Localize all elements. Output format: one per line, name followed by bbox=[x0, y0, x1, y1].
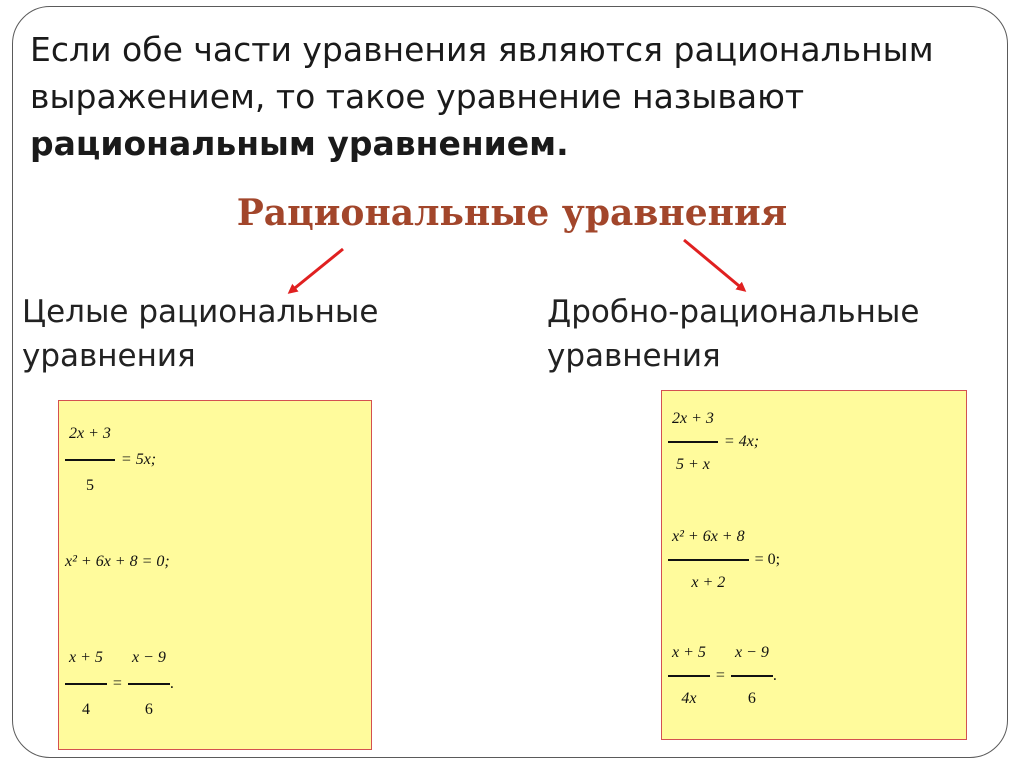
numerator: 2x + 3 bbox=[672, 410, 714, 427]
category-fractional-line-2: уравнения bbox=[547, 338, 721, 374]
denominator: 5 bbox=[85, 477, 94, 494]
whole-equation-3 bbox=[65, 633, 174, 735]
definition-line-1: Если обе части уравнения являются рациональным bbox=[30, 30, 934, 69]
right-hand-side: = 5x; bbox=[120, 451, 157, 468]
fractional-equations-box bbox=[661, 390, 967, 740]
whole-equation-1 bbox=[65, 409, 162, 511]
fraction bbox=[668, 515, 749, 605]
right-hand-side: = 4x; bbox=[723, 433, 760, 450]
page-title: Рациональные уравнения bbox=[236, 192, 788, 234]
denominator: 6 bbox=[747, 690, 756, 707]
fraction-right bbox=[731, 631, 773, 721]
fraction-left bbox=[65, 633, 107, 735]
numerator: x − 9 bbox=[734, 644, 769, 661]
whole-equation-2 bbox=[65, 553, 170, 571]
definition-line-2: выражением, то такое уравнение называют bbox=[30, 77, 805, 116]
category-whole-line-2: уравнения bbox=[22, 338, 196, 374]
denominator: 4x bbox=[681, 690, 697, 707]
category-whole bbox=[22, 290, 442, 378]
whole-equations-box bbox=[58, 400, 372, 750]
fraction bbox=[65, 409, 115, 511]
fraction-right bbox=[128, 633, 170, 735]
fraction bbox=[668, 397, 718, 487]
equals-sign: = bbox=[715, 667, 725, 684]
right-hand-side: = 0; bbox=[754, 551, 781, 568]
numerator: 2x + 3 bbox=[69, 425, 111, 442]
definition-line-3: рациональным уравнением. bbox=[30, 124, 569, 163]
arrow-left-icon bbox=[290, 249, 343, 292]
numerator: x + 5 bbox=[69, 649, 103, 666]
category-whole-line-1: Целые рациональные bbox=[22, 294, 379, 330]
fractional-equation-2 bbox=[668, 515, 786, 605]
denominator: 4 bbox=[81, 701, 90, 718]
category-fractional-line-1: Дробно-рациональные bbox=[547, 294, 920, 330]
equals-sign: = bbox=[112, 675, 122, 692]
period: . bbox=[772, 667, 777, 684]
fractional-equation-3 bbox=[668, 631, 777, 721]
denominator: 6 bbox=[144, 701, 153, 718]
numerator: x² + 6x + 8 bbox=[672, 528, 745, 545]
category-fractional bbox=[547, 290, 987, 378]
arrow-right-icon bbox=[684, 240, 744, 290]
numerator: x − 9 bbox=[131, 649, 166, 666]
denominator: 5 + x bbox=[676, 456, 710, 473]
fractional-equation-1 bbox=[668, 397, 765, 487]
denominator: x + 2 bbox=[691, 574, 726, 591]
numerator: x + 5 bbox=[672, 644, 706, 661]
equation-text: x² + 6x + 8 = 0; bbox=[65, 553, 170, 570]
period: . bbox=[169, 675, 174, 692]
fraction-left bbox=[668, 631, 710, 721]
